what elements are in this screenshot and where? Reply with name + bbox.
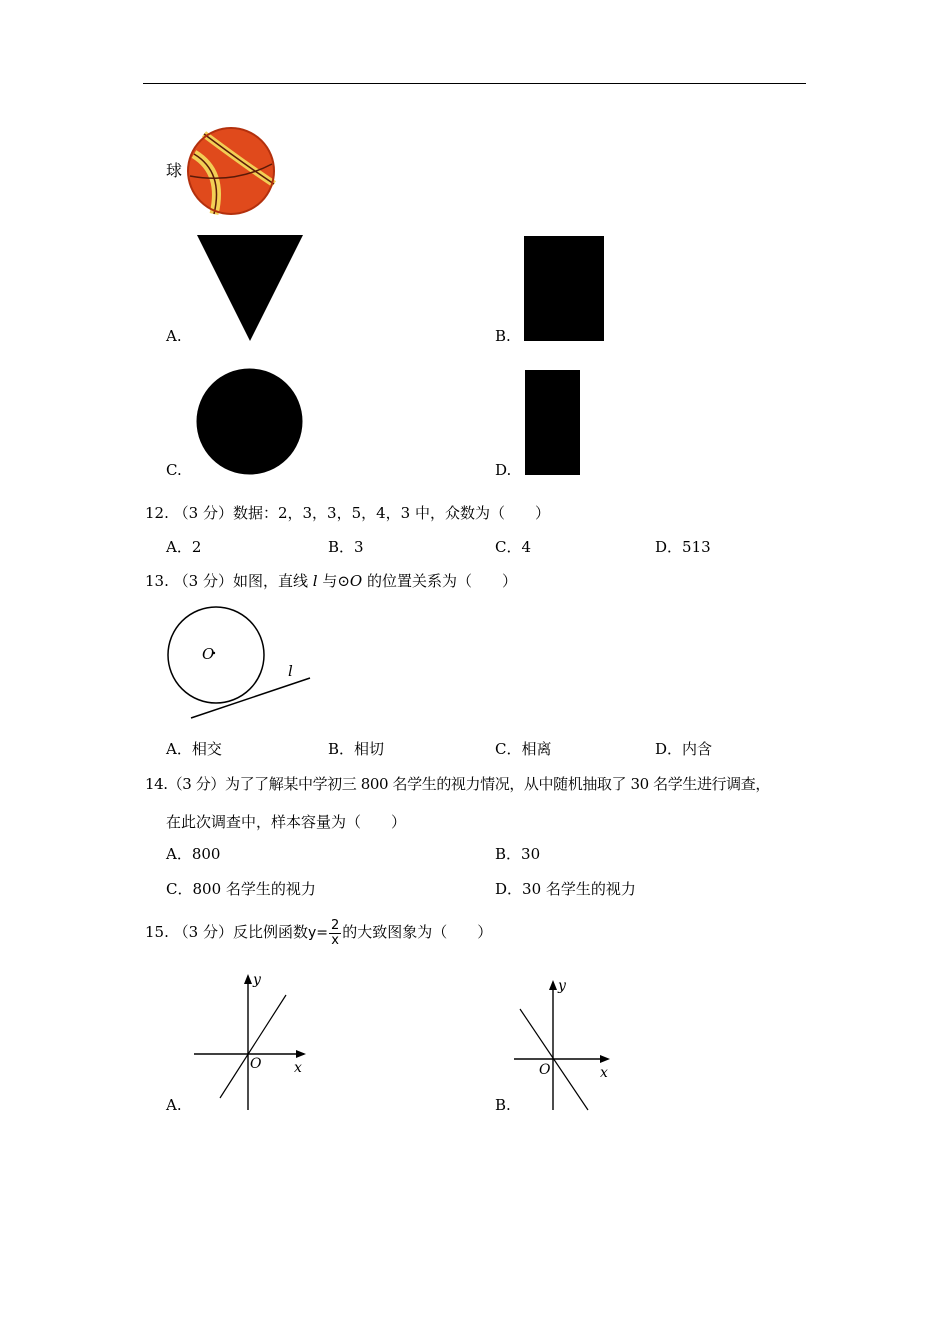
q14-option-d: D．30 名学生的视力 [495, 880, 636, 898]
q13-line [191, 678, 310, 718]
q12-question: 数据：2，3，3，5，4，3 中，众数为（ ） [232, 504, 550, 522]
q15-stem [145, 914, 492, 951]
q15-graph-b [510, 974, 630, 1114]
q15-option-b-label: B. [495, 1096, 511, 1114]
q15a-origin-label: O [250, 1056, 262, 1072]
q15-fraction-denominator: x [331, 932, 339, 948]
q11-option-d-label: D. [495, 461, 512, 479]
q13-option-d: D．内含 [655, 740, 713, 758]
q13-option-c: C．相离 [495, 740, 552, 758]
q11-option-c-label: C. [166, 461, 182, 479]
q15-fraction [329, 919, 341, 948]
q14-option-a: A．800 [166, 845, 221, 863]
q15-function-y: y= [307, 925, 328, 941]
q15a-y-arrow [244, 974, 252, 984]
q13-circle-symbol: O [349, 572, 363, 590]
q15-option-a-label: A. [166, 1096, 182, 1114]
q11-ball-figure [162, 124, 282, 218]
q13-option-b: B．相切 [328, 740, 385, 758]
narrow-rectangle-icon [525, 370, 580, 475]
q15-graph-a [190, 968, 320, 1114]
q11-option-b-label: B. [495, 327, 511, 345]
q15b-origin-label: O [539, 1062, 551, 1078]
q13-number: 13. [145, 572, 169, 590]
q13-line-symbol: l [312, 572, 318, 590]
q14-stem-line2: 在此次调查中，样本容量为（ ） [166, 813, 407, 831]
q15-score: （3 分） [173, 923, 233, 941]
q12-option-a: A．2 [166, 538, 202, 556]
q13-stem [145, 571, 517, 591]
q15-question-post: 的大致图象为（ ） [342, 923, 493, 941]
q14-number: 14. [145, 775, 168, 793]
q14-stem-line1 [145, 774, 770, 794]
circle-icon [196, 368, 303, 475]
q12-option-b: B．3 [328, 538, 364, 556]
q12-option-d: D．513 [655, 538, 711, 556]
q14-question-1: （3 分）为了了解某中学初三 800 名学生的视力情况，从中随机抽取了 30 名学生进行调查， [167, 775, 770, 793]
q15-fraction-numerator: 2 [330, 917, 340, 933]
q15a-x-arrow [296, 1050, 306, 1058]
q13-question-post: 的位置关系为（ ） [362, 572, 517, 590]
q15a-graph-line [220, 995, 286, 1098]
q11-option-a-label: A. [166, 327, 182, 345]
q14-option-c: C．800 名学生的视力 [166, 880, 316, 898]
q14-option-b: B．30 [495, 845, 541, 863]
q13-question-mid: 与⊙ [317, 572, 350, 590]
q15a-y-label: y [253, 972, 261, 988]
q13-center-label: O [202, 645, 215, 663]
header-rule [143, 83, 806, 84]
q15a-x-label: x [294, 1060, 302, 1076]
inverted-triangle-icon [196, 234, 304, 342]
q15b-x-label: x [600, 1065, 608, 1081]
rectangle-icon [524, 236, 604, 341]
q13-circle [168, 607, 264, 703]
q13-line-label: l [288, 662, 293, 680]
q13-option-a: A．相交 [166, 740, 222, 758]
q15-number: 15. [145, 923, 169, 941]
q15-question-pre: 反比例函数 [232, 923, 308, 941]
q12-stem [145, 503, 550, 523]
q12-score: （3 分） [173, 504, 233, 522]
q13-score: （3 分） [173, 572, 233, 590]
basketball-icon [184, 124, 278, 218]
q13-circle-line-figure [160, 598, 320, 724]
q13-question-pre: 如图，直线 [232, 572, 313, 590]
q15b-y-arrow [549, 980, 557, 990]
q15b-y-label: y [558, 978, 566, 994]
q15b-x-arrow [600, 1055, 610, 1063]
q12-option-c: C．4 [495, 538, 532, 556]
q11-ball-label: 球 [166, 161, 183, 180]
q12-number: 12. [145, 504, 169, 522]
